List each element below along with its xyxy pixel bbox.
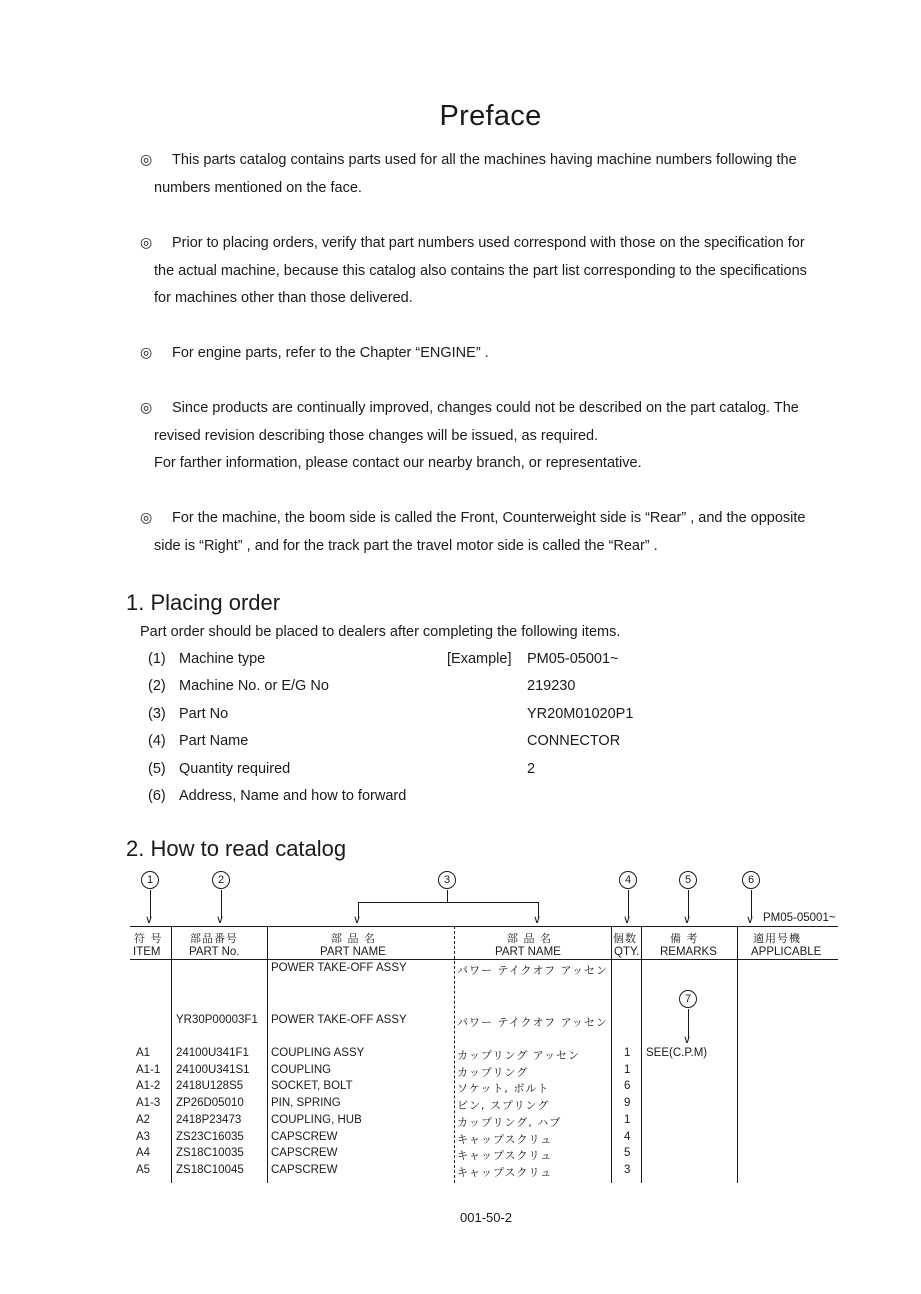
row-qty: 5 xyxy=(624,1147,631,1159)
bracket-line xyxy=(447,890,448,902)
order-item-label: Quantity required xyxy=(179,761,291,777)
row-item: A1-2 xyxy=(136,1080,161,1092)
marker-3: 3 xyxy=(438,871,456,889)
preface-line: For the machine, the boom side is called the Front, Counterweight side is “Rear” , and the opposite xyxy=(172,510,806,526)
row-part-name: COUPLING ASSY xyxy=(271,1047,365,1059)
row-part-no: ZS18C10035 xyxy=(176,1147,244,1159)
assy-part-name: POWER TAKE-OFF ASSY xyxy=(271,1014,407,1026)
header-remarks-jp: 備 考 xyxy=(670,932,699,945)
header-name: PART NAME xyxy=(320,946,386,958)
table-column-rule xyxy=(737,926,738,1183)
group-part-name-jp: パワー テイクオフ アッセン xyxy=(457,964,608,977)
preface-line: numbers mentioned on the face. xyxy=(154,179,362,196)
order-item-number: (6) xyxy=(148,788,166,804)
section-heading-placing-order: 1. Placing order xyxy=(126,590,281,615)
arrow-down-icon: ∨ xyxy=(216,914,225,926)
row-part-name-jp: カップリング アッセン xyxy=(457,1049,580,1062)
header-name-jp: 部 品 名 xyxy=(331,932,376,945)
order-item-label: Part No xyxy=(179,706,229,722)
order-item-label: Address, Name and how to forward xyxy=(179,788,407,804)
preface-line: revised revision describing those changes will be issued, as required. xyxy=(154,427,599,444)
row-part-no: ZS18C10045 xyxy=(176,1164,244,1176)
arrow-down-icon: ∨ xyxy=(623,914,632,926)
row-qty: 9 xyxy=(624,1097,631,1109)
row-item: A2 xyxy=(136,1114,151,1126)
header-partno: PART No. xyxy=(189,946,240,958)
table-column-rule xyxy=(454,926,455,1183)
row-qty: 1 xyxy=(624,1114,631,1126)
order-item-number: (2) xyxy=(148,678,166,694)
arrow-down-icon: ∨ xyxy=(533,914,542,926)
table-column-rule xyxy=(267,926,268,1183)
row-part-no: ZP26D05010 xyxy=(176,1097,244,1109)
header-item: ITEM xyxy=(133,946,161,958)
preface-paragraph xyxy=(140,340,860,368)
example-label: [Example] xyxy=(447,651,512,667)
row-part-no: 2418P23473 xyxy=(176,1114,242,1126)
row-item: A4 xyxy=(136,1147,151,1159)
group-part-name: POWER TAKE-OFF ASSY xyxy=(271,962,407,974)
double-circle-icon: ◎ xyxy=(140,510,153,526)
order-item-number: (5) xyxy=(148,761,166,777)
preface-paragraph xyxy=(140,147,860,202)
preface-paragraph xyxy=(140,230,860,313)
row-part-name-jp: ソケット, ボルト xyxy=(457,1082,550,1095)
row-part-no: ZS23C16035 xyxy=(176,1131,244,1143)
assy-part-no: YR30P00003F1 xyxy=(176,1014,258,1026)
header-name2: PART NAME xyxy=(495,946,561,958)
order-item-number: (3) xyxy=(148,706,166,722)
row-part-name: COUPLING xyxy=(271,1064,332,1076)
preface-paragraph xyxy=(140,505,860,560)
order-item-value: 2 xyxy=(527,761,536,777)
row-part-name-jp: ピン, スプリング xyxy=(457,1099,550,1112)
header-qty-jp: 個数 xyxy=(613,932,637,945)
header-partno-jp: 部品番号 xyxy=(190,932,238,945)
row-part-no: 2418U128S5 xyxy=(176,1080,244,1092)
bracket-line xyxy=(358,902,538,903)
row-part-name-jp: キャップスクリュ xyxy=(457,1166,553,1179)
row-part-no: 24100U341F1 xyxy=(176,1047,249,1059)
preface-line: side is “Right” , and for the track part the travel motor side is called the “Rear” . xyxy=(154,537,658,554)
row-part-name: CAPSCREW xyxy=(271,1164,338,1176)
section-heading-how-to-read: 2. How to read catalog xyxy=(126,836,347,861)
page-number: 001-50-2 xyxy=(460,1210,513,1225)
row-part-name-jp: キャップスクリュ xyxy=(457,1149,553,1162)
marker-6: 6 xyxy=(742,871,760,889)
preface-line: Since products are continually improved, changes could not be described on the part catalog. The xyxy=(172,400,799,416)
row-qty: 3 xyxy=(624,1164,631,1176)
row-part-name: CAPSCREW xyxy=(271,1131,338,1143)
row-remarks: SEE(C.P.M) xyxy=(646,1047,708,1059)
header-name2-jp: 部 品 名 xyxy=(507,932,552,945)
double-circle-icon: ◎ xyxy=(140,235,153,251)
row-qty: 4 xyxy=(624,1131,631,1143)
marker-7: 7 xyxy=(679,990,697,1008)
row-part-name-jp: カップリング xyxy=(457,1066,529,1079)
preface-line: Prior to placing orders, verify that part numbers used correspond with those on the specification for xyxy=(172,235,805,251)
row-qty: 6 xyxy=(624,1080,631,1092)
order-item-value: PM05-05001~ xyxy=(527,651,619,667)
order-item-number: (4) xyxy=(148,733,166,749)
arrow-down-icon: ∨ xyxy=(746,914,755,926)
order-item-number: (1) xyxy=(148,651,166,667)
marker-5: 5 xyxy=(679,871,697,889)
preface-paragraph xyxy=(140,395,860,478)
arrow-down-icon: ∨ xyxy=(353,914,362,926)
row-qty: 1 xyxy=(624,1047,631,1059)
preface-line: This parts catalog contains parts used for all the machines having machine numbers following the xyxy=(172,152,797,168)
double-circle-icon: ◎ xyxy=(140,400,153,416)
row-item: A1 xyxy=(136,1047,151,1059)
row-item: A1-3 xyxy=(136,1097,161,1109)
preface-line: For engine parts, refer to the Chapter “ENGINE” . xyxy=(172,345,489,361)
header-remarks: REMARKS xyxy=(660,946,717,958)
arrow-down-icon: ∨ xyxy=(683,914,692,926)
row-part-name-jp: カップリング, ハブ xyxy=(457,1116,562,1129)
order-item-label: Machine No. or E/G No xyxy=(179,678,329,694)
preface-line: For farther information, please contact our nearby branch, or representative. xyxy=(154,455,642,471)
page-title: Preface xyxy=(439,100,542,132)
order-item-value: YR20M01020P1 xyxy=(527,706,634,722)
header-qty: QTY. xyxy=(614,946,640,958)
row-part-name: PIN, SPRING xyxy=(271,1097,341,1109)
row-part-name: SOCKET, BOLT xyxy=(271,1080,353,1092)
order-item-label: Part Name xyxy=(179,733,249,749)
table-rule xyxy=(130,959,838,960)
placing-order-intro: Part order should be placed to dealers after completing the following items. xyxy=(140,624,621,640)
row-part-no: 24100U341S1 xyxy=(176,1064,250,1076)
header-applicable: APPLICABLE xyxy=(751,946,822,958)
double-circle-icon: ◎ xyxy=(140,152,153,168)
marker-1: 1 xyxy=(141,871,159,889)
row-qty: 1 xyxy=(624,1064,631,1076)
order-item-label: Machine type xyxy=(179,651,266,667)
preface-line: the actual machine, because this catalog also contains the part list corresponding to the specifications xyxy=(154,262,807,279)
row-item: A1-1 xyxy=(136,1064,161,1076)
preface-line: for machines other than those delivered. xyxy=(154,290,413,306)
row-part-name-jp: キャップスクリュ xyxy=(457,1133,553,1146)
header-applicable-jp: 適用号機 xyxy=(753,932,801,945)
arrow-down-icon: ∨ xyxy=(683,1034,692,1046)
table-column-rule xyxy=(611,926,612,1183)
row-part-name: COUPLING, HUB xyxy=(271,1114,362,1126)
row-item: A3 xyxy=(136,1131,151,1143)
marker-2: 2 xyxy=(212,871,230,889)
arrow-down-icon: ∨ xyxy=(145,914,154,926)
row-part-name: CAPSCREW xyxy=(271,1147,338,1159)
header-item-jp: 符 号 xyxy=(134,932,163,945)
marker-4: 4 xyxy=(619,871,637,889)
table-rule xyxy=(130,926,838,927)
double-circle-icon: ◎ xyxy=(140,345,153,361)
applicable-range-label: PM05-05001~ xyxy=(763,912,836,924)
assy-part-name-jp: パワー テイクオフ アッセン xyxy=(457,1016,608,1029)
order-item-value: 219230 xyxy=(527,678,576,694)
table-column-rule xyxy=(171,926,172,1183)
table-column-rule xyxy=(641,926,642,1183)
order-item-value: CONNECTOR xyxy=(527,733,621,749)
row-item: A5 xyxy=(136,1164,151,1176)
